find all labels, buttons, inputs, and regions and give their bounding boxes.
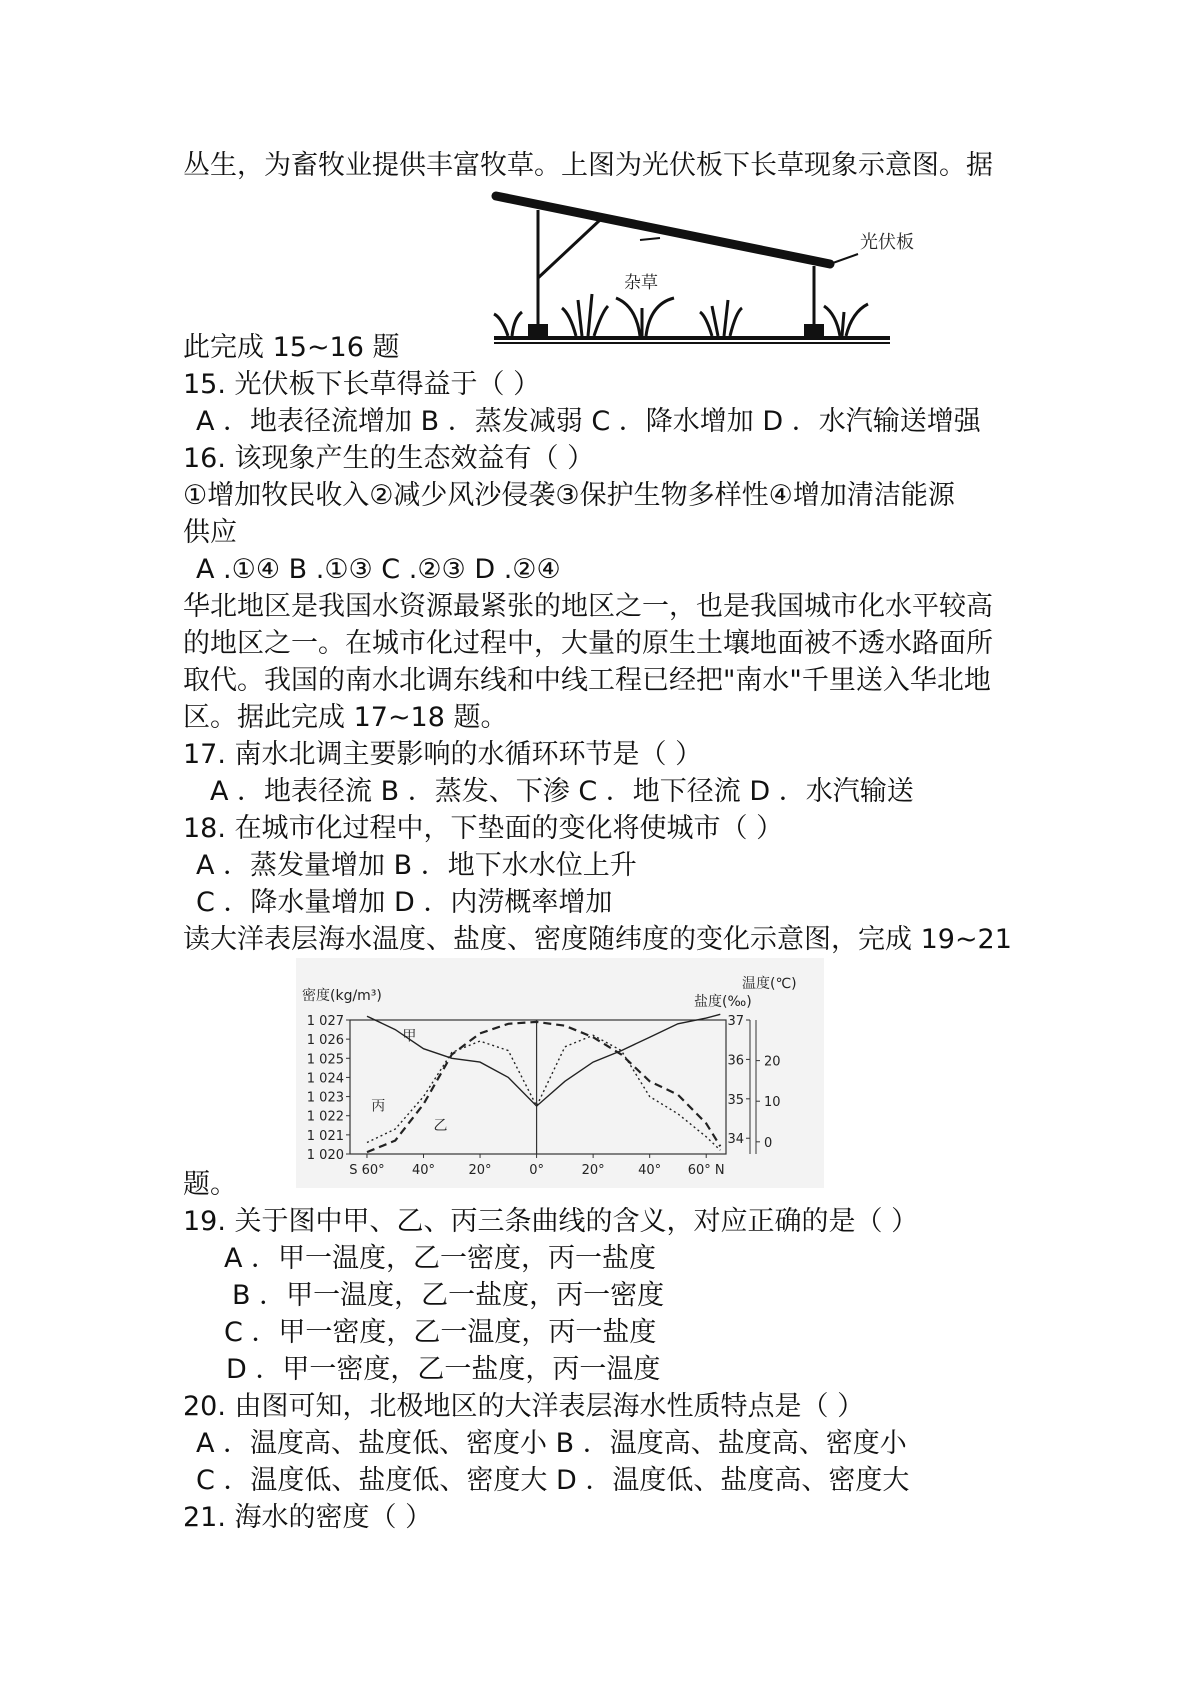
x-tick-label: 0° xyxy=(529,1163,544,1178)
q16-options: A .①④ B .①③ C .②③ D .②④ xyxy=(196,554,561,585)
q18-options-line-1: A ．蒸发量增加 B ．地下水水位上升 xyxy=(196,850,637,881)
q19-option-d: D ．甲一密度，乙一盐度，丙一温度 xyxy=(226,1354,661,1385)
series-label: 乙 xyxy=(433,1118,448,1135)
q17-options: A ．地表径流 B ．蒸发、下渗 C ．地下径流 D ．水汽输送 xyxy=(210,776,914,807)
x-tick-label: 40° xyxy=(638,1163,662,1178)
density-axis-label: 密度(kg/m³) xyxy=(302,988,382,1004)
density-tick-label: 1 023 xyxy=(306,1090,344,1106)
q16-items-line-2: 供应 xyxy=(183,517,237,548)
q15-stem: 15. 光伏板下长草得益于（ ） xyxy=(183,369,541,400)
passage-water-line-3: 取代。我国的南水北调东线和中线工程已经把"南水"千里送入华北地 xyxy=(183,665,991,696)
x-tick-label: 20° xyxy=(468,1163,492,1178)
q18-options-line-2: C ．降水量增加 D ．内涝概率增加 xyxy=(196,887,613,918)
solar-panel-figure xyxy=(490,188,914,348)
passage-water-line-2: 的地区之一。在城市化过程中，大量的原生土壤地面被不透水路面所 xyxy=(183,628,993,659)
q20-options-line-2: C ．温度低、盐度低、密度大 D ．温度低、盐度高、密度大 xyxy=(196,1465,910,1496)
x-tick-label: 60° N xyxy=(687,1163,725,1178)
q19-option-a: A ．甲一温度，乙一密度，丙一盐度 xyxy=(224,1243,657,1274)
temperature-tick-label: 20 xyxy=(764,1054,781,1070)
series-line-dotted xyxy=(367,1035,720,1150)
salinity-tick-label: 36 xyxy=(727,1053,744,1069)
density-tick-label: 1 025 xyxy=(306,1052,344,1068)
q19-option-b: B ．甲一温度，乙一盐度，丙一密度 xyxy=(232,1280,665,1311)
passage-solar-line-1: 丛生，为畜牧业提供丰富牧草。上图为光伏板下长草现象示意图。据 xyxy=(183,150,993,181)
passage-ocean-line-2: 题。 xyxy=(183,1169,237,1200)
density-tick-label: 1 026 xyxy=(306,1033,344,1049)
salinity-tick-label: 35 xyxy=(727,1092,744,1108)
density-tick-label: 1 024 xyxy=(306,1071,344,1087)
q20-options-line-1: A ．温度高、盐度低、密度小 B ．温度高、盐度高、密度小 xyxy=(196,1428,907,1459)
weed-label: 杂草 xyxy=(624,273,658,293)
q21-stem: 21. 海水的密度（ ） xyxy=(183,1502,433,1533)
salinity-axis-label: 盐度(‰) xyxy=(694,994,752,1010)
temperature-axis-label: 温度(℃) xyxy=(742,976,797,992)
passage-ocean-line-1: 读大洋表层海水温度、盐度、密度随纬度的变化示意图，完成 19~21 xyxy=(183,924,1012,955)
series-line-dashed xyxy=(367,1022,720,1152)
passage-water-line-1: 华北地区是我国水资源最紧张的地区之一，也是我国城市化水平较高 xyxy=(183,591,993,622)
q17-stem: 17. 南水北调主要影响的水循环环节是（ ） xyxy=(183,739,703,770)
x-tick-label: 20° xyxy=(581,1163,605,1178)
series-label: 丙 xyxy=(371,1098,386,1115)
density-tick-label: 1 022 xyxy=(306,1109,344,1125)
salinity-tick-label: 37 xyxy=(727,1014,744,1029)
ocean-properties-chart xyxy=(296,958,824,1188)
q19-stem: 19. 关于图中甲、乙、丙三条曲线的含义，对应正确的是（ ） xyxy=(183,1206,919,1237)
density-tick-label: 1 021 xyxy=(306,1128,344,1144)
density-tick-label: 1 020 xyxy=(306,1148,344,1163)
grass-right-icon xyxy=(700,300,742,336)
weed-left-icon xyxy=(494,312,522,336)
q16-items-line-1: ①增加牧民收入②减少风沙侵袭③保护生物多样性④增加清洁能源 xyxy=(183,480,955,511)
series-line-solid xyxy=(367,1014,720,1106)
passage-water-line-4: 区。据此完成 17~18 题。 xyxy=(183,702,508,733)
salinity-tick-label: 34 xyxy=(727,1132,744,1148)
weed-center-icon xyxy=(616,298,674,336)
grass-icon xyxy=(562,294,608,336)
x-tick-label: S 60° xyxy=(349,1163,385,1178)
q20-stem: 20. 由图可知，北极地区的大洋表层海水性质特点是（ ） xyxy=(183,1391,865,1422)
q15-options: A ．地表径流增加 B ．蒸发减弱 C ．降水增加 D ．水汽输送增强 xyxy=(196,406,981,437)
temperature-tick-label: 10 xyxy=(764,1095,781,1111)
passage-solar-line-2: 此完成 15~16 题 xyxy=(183,332,400,363)
q16-stem: 16. 该现象产生的生态效益有（ ） xyxy=(183,443,595,474)
weed-right-icon xyxy=(824,304,868,336)
panel-label: 光伏板 xyxy=(860,232,914,253)
temperature-tick-label: 0 xyxy=(764,1135,773,1151)
q18-stem: 18. 在城市化过程中，下垫面的变化将使城市（ ） xyxy=(183,813,784,844)
x-tick-label: 40° xyxy=(411,1163,436,1178)
density-tick-label: 1 027 xyxy=(306,1014,344,1029)
series-label: 甲 xyxy=(402,1028,417,1045)
q19-option-c: C ．甲一密度，乙一温度，丙一盐度 xyxy=(224,1317,657,1348)
